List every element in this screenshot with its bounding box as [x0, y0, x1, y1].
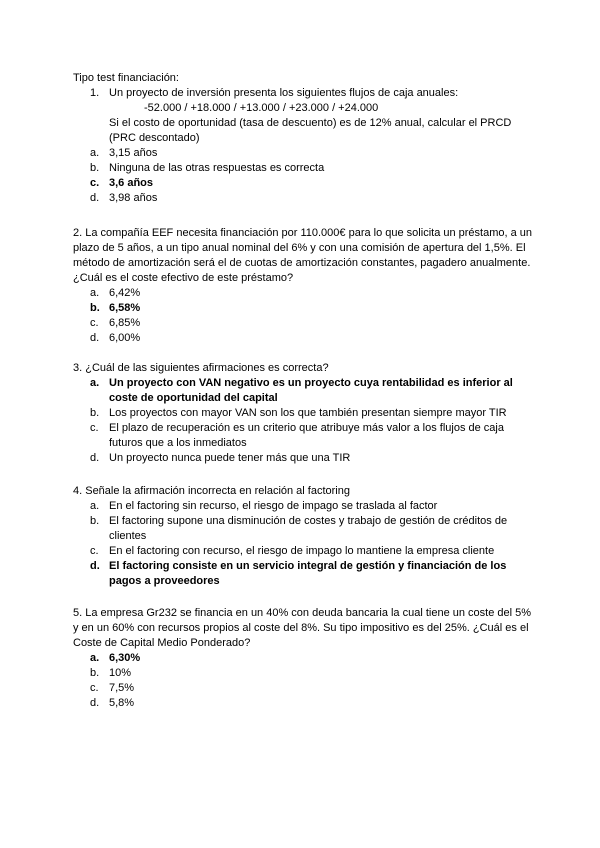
option-text: El factoring supone una disminución de costes y trabajo de gestión de créditos de clientes [109, 515, 508, 542]
question-1-option-c [73, 176, 533, 191]
option-text: Ninguna de las otras respuestas es correcta [109, 162, 325, 174]
question-3-stem: 3. ¿Cuál de las siguientes afirmaciones es correcta? [73, 362, 329, 374]
question-5-option-a [73, 651, 533, 666]
question-4 [73, 484, 533, 589]
option-letter: a. [90, 652, 100, 664]
question-1-body [109, 86, 533, 146]
option-text: 6,30% [109, 652, 141, 664]
question-1-option-a [73, 146, 533, 161]
option-letter: d. [90, 452, 100, 464]
option-letter: a. [90, 147, 100, 159]
question-4-option-b [73, 514, 533, 544]
question-2 [73, 226, 533, 346]
option-letter: c. [90, 422, 99, 434]
question-2-option-b [73, 301, 533, 316]
question-2-options [73, 286, 533, 346]
option-letter: d. [90, 560, 100, 572]
document-title: Tipo test financiación: [73, 72, 179, 84]
option-letter: b. [90, 667, 100, 679]
option-text: Los proyectos con mayor VAN son los que también presentan siempre mayor TIR [109, 407, 507, 419]
option-letter: b. [90, 162, 100, 174]
question-1-option-d [73, 191, 533, 206]
option-text: En el factoring sin recurso, el riesgo de impago se traslada al factor [109, 500, 438, 512]
question-5 [73, 606, 533, 711]
question-5-options [73, 651, 533, 711]
question-4-option-c [73, 544, 533, 559]
question-1-option-b [73, 161, 533, 176]
question-4-options [73, 499, 533, 589]
question-4-stem: 4. Señale la afirmación incorrecta en relación al factoring [73, 485, 350, 497]
question-3-options [73, 376, 533, 466]
option-letter: a. [90, 377, 100, 389]
option-text: 3,6 años [109, 177, 154, 189]
question-4-option-d [73, 559, 533, 589]
option-text: 10% [109, 667, 132, 679]
question-1-cash-flows: -52.000 / +18.000 / +13.000 / +23.000 / +24.000 [144, 102, 379, 114]
option-letter: d. [90, 192, 100, 204]
option-text: El factoring consiste en un servicio integral de gestión y financiación de los pagos a proveedores [109, 560, 507, 587]
option-letter: c. [90, 545, 99, 557]
question-1-stem: Un proyecto de inversión presenta los siguientes flujos de caja anuales: [109, 87, 459, 99]
option-letter: a. [90, 287, 100, 299]
option-text: Un proyecto nunca puede tener más que una TIR [109, 452, 351, 464]
option-letter: c. [90, 177, 100, 189]
question-1 [73, 86, 533, 206]
question-5-stem: 5. La empresa Gr232 se financia en un 40% con deuda bancaria la cual tiene un coste del 5% y en un 60% con recursos propios al coste del 8%. Su tipo impositivo es del 25%. ¿Cuál es el Coste de Capital Medio Ponderado? [73, 607, 532, 649]
question-5-option-c [73, 681, 533, 696]
question-3-option-d [73, 451, 533, 466]
question-2-option-a [73, 286, 533, 301]
option-letter: a. [90, 500, 100, 512]
option-text: 3,98 años [109, 192, 158, 204]
question-2-option-c [73, 316, 533, 331]
option-letter: b. [90, 302, 100, 314]
option-text: 6,42% [109, 287, 141, 299]
option-text: 6,58% [109, 302, 141, 314]
option-letter: d. [90, 697, 100, 709]
question-3 [73, 361, 533, 466]
question-1-discount-rate: Si el costo de oportunidad (tasa de descuento) es de 12% anual, calcular el PRCD (PRC descontado) [109, 117, 512, 144]
question-2-stem: 2. La compañía EEF necesita financiación por 110.000€ para lo que solicita un préstamo, a un plazo de 5 años, a un tipo anual nominal del 6% y con una comisión de apertura del 1,5%. El método de amortización será el de cuotas de amortización constantes, pagadero anualmente.¿Cuál es el coste efectivo de este préstamo? [73, 227, 533, 284]
question-3-option-a [73, 376, 533, 406]
option-letter: b. [90, 515, 100, 527]
question-2-option-d [73, 331, 533, 346]
option-text: 3,15 años [109, 147, 158, 159]
option-text: 6,00% [109, 332, 141, 344]
option-text: En el factoring con recurso, el riesgo de impago lo mantiene la empresa cliente [109, 545, 495, 557]
question-5-option-b [73, 666, 533, 681]
option-letter: d. [90, 332, 100, 344]
option-text: El plazo de recuperación es un criterio que atribuye más valor a los flujos de caja futuros que a los inmediatos [109, 422, 504, 449]
question-4-option-a [73, 499, 533, 514]
option-text: 7,5% [109, 682, 135, 694]
option-text: 5,8% [109, 697, 135, 709]
option-letter: c. [90, 317, 99, 329]
option-letter: c. [90, 682, 99, 694]
question-1-header [73, 86, 533, 146]
option-text: 6,85% [109, 317, 141, 329]
question-3-option-c [73, 421, 533, 451]
option-letter: b. [90, 407, 100, 419]
question-5-option-d [73, 696, 533, 711]
question-3-option-b [73, 406, 533, 421]
question-1-options [73, 146, 533, 206]
question-1-number: 1. [90, 87, 100, 99]
option-text: Un proyecto con VAN negativo es un proyecto cuya rentabilidad es inferior al coste de oportunidad del capital [109, 377, 513, 404]
